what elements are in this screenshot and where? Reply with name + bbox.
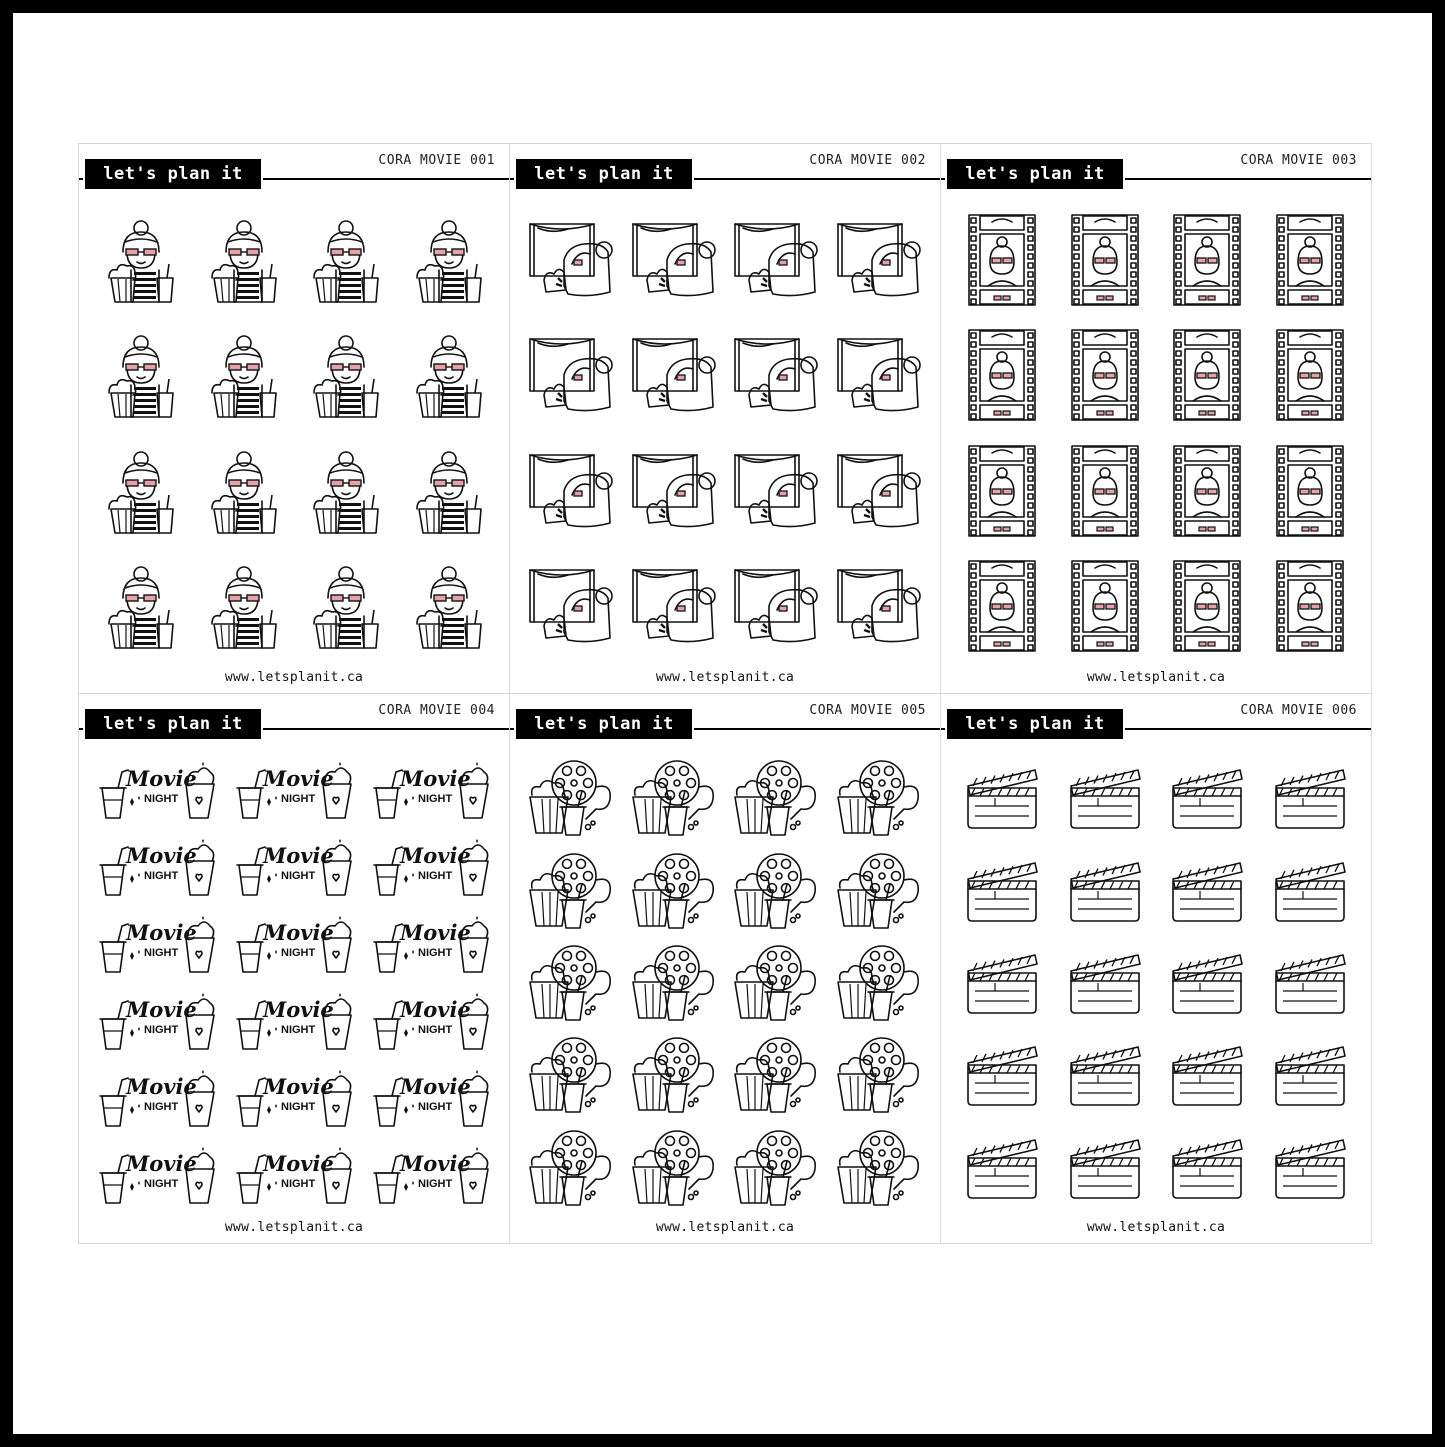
sticker-movie-text: Movie (126, 919, 198, 945)
website-url: www.letsplanit.ca (224, 670, 364, 685)
movie-night-script-icon (89, 1137, 226, 1214)
girl-theater-seat-screen-icon (520, 549, 623, 665)
clapperboard-icon (1156, 937, 1259, 1029)
clapperboard-icon (951, 752, 1054, 844)
film-strip-girl-icon (1054, 318, 1157, 434)
film-reel-popcorn-drink-icon (828, 844, 931, 936)
sticker-movie-text: Movie (126, 842, 198, 868)
sticker-grid (520, 752, 930, 1214)
girl-3d-glasses-popcorn-icon (192, 318, 295, 434)
sticker-movie-text: Movie (262, 1073, 334, 1099)
movie-night-script-icon (362, 752, 499, 829)
movie-night-script-icon (362, 829, 499, 906)
clapperboard-icon (1156, 844, 1259, 936)
film-strip-girl-icon (1156, 202, 1259, 318)
girl-3d-glasses-popcorn-icon (397, 202, 500, 318)
sheet-code: CORA MOVIE 001 (378, 153, 495, 168)
sticker-sheet-6 (940, 693, 1372, 1244)
movie-night-script-icon (362, 983, 499, 1060)
girl-theater-seat-screen-icon (623, 202, 726, 318)
sticker-night-text: NIGHT (144, 1177, 179, 1190)
sticker-movie-text: Movie (126, 765, 198, 791)
sticker-movie-text: Movie (399, 842, 471, 868)
clapperboard-icon (1156, 1029, 1259, 1121)
film-reel-popcorn-drink-icon (725, 752, 828, 844)
girl-theater-seat-screen-icon (623, 318, 726, 434)
sticker-sheet-1 (78, 143, 510, 694)
website-url: www.letsplanit.ca (1086, 670, 1226, 685)
sticker-night-text: NIGHT (144, 869, 179, 882)
film-strip-girl-icon (1054, 549, 1157, 665)
movie-night-script-icon (89, 752, 226, 829)
clapperboard-icon (1156, 752, 1259, 844)
movie-night-script-icon (362, 1060, 499, 1137)
sticker-night-text: NIGHT (417, 792, 452, 805)
film-reel-popcorn-drink-icon (520, 1029, 623, 1121)
sheet-code: CORA MOVIE 005 (809, 703, 926, 718)
clapperboard-icon (1259, 752, 1362, 844)
film-reel-popcorn-drink-icon (623, 844, 726, 936)
movie-night-script-icon (226, 1137, 363, 1214)
sticker-night-text: NIGHT (144, 792, 179, 805)
image-frame (13, 13, 1432, 1434)
film-strip-girl-icon (1156, 549, 1259, 665)
movie-night-script-icon (89, 829, 226, 906)
girl-3d-glasses-popcorn-icon (397, 433, 500, 549)
brand-label: let's plan it (514, 157, 694, 191)
film-reel-popcorn-drink-icon (520, 1122, 623, 1214)
film-reel-popcorn-drink-icon (828, 1029, 931, 1121)
sticker-movie-text: Movie (126, 1073, 198, 1099)
movie-night-script-icon (89, 906, 226, 983)
sticker-grid (951, 752, 1361, 1214)
movie-night-script-icon (226, 1060, 363, 1137)
clapperboard-icon (1054, 1122, 1157, 1214)
brand-label: let's plan it (83, 707, 263, 741)
clapperboard-icon (1054, 844, 1157, 936)
brand-label: let's plan it (514, 707, 694, 741)
sticker-movie-text: Movie (399, 1150, 471, 1176)
sticker-movie-text: Movie (399, 919, 471, 945)
sticker-movie-text: Movie (399, 765, 471, 791)
sticker-grid (951, 202, 1361, 664)
film-reel-popcorn-drink-icon (623, 1122, 726, 1214)
film-strip-girl-icon (1156, 318, 1259, 434)
website-url: www.letsplanit.ca (1086, 1220, 1226, 1235)
sticker-night-text: NIGHT (280, 792, 316, 805)
sticker-night-text: NIGHT (280, 1100, 316, 1113)
sticker-movie-text: Movie (126, 1150, 198, 1176)
film-reel-popcorn-drink-icon (520, 937, 623, 1029)
girl-3d-glasses-popcorn-icon (89, 549, 192, 665)
sheet-code: CORA MOVIE 004 (378, 703, 495, 718)
clapperboard-icon (1054, 937, 1157, 1029)
sticker-night-text: NIGHT (417, 1100, 452, 1113)
girl-theater-seat-screen-icon (520, 318, 623, 434)
sticker-night-text: NIGHT (280, 869, 316, 882)
sticker-movie-text: Movie (262, 996, 334, 1022)
website-url: www.letsplanit.ca (655, 670, 795, 685)
girl-3d-glasses-popcorn-icon (192, 202, 295, 318)
film-strip-girl-icon (1259, 318, 1362, 434)
film-strip-girl-icon (1054, 433, 1157, 549)
girl-theater-seat-screen-icon (725, 318, 828, 434)
movie-night-script-icon (226, 829, 363, 906)
movie-night-script-icon (226, 752, 363, 829)
film-strip-girl-icon (1054, 202, 1157, 318)
brand-label: let's plan it (83, 157, 263, 191)
sticker-sheet-2 (509, 143, 941, 694)
sticker-sheet-5 (509, 693, 941, 1244)
girl-theater-seat-screen-icon (725, 202, 828, 318)
film-strip-girl-icon (1259, 549, 1362, 665)
girl-theater-seat-screen-icon (828, 318, 931, 434)
film-reel-popcorn-drink-icon (520, 844, 623, 936)
sheet-code: CORA MOVIE 002 (809, 153, 926, 168)
sticker-grid (89, 752, 499, 1214)
sticker-movie-text: Movie (399, 1073, 471, 1099)
film-strip-girl-icon (951, 433, 1054, 549)
film-reel-popcorn-drink-icon (725, 937, 828, 1029)
sticker-sheet-grid (78, 143, 1373, 1245)
sheet-code: CORA MOVIE 006 (1240, 703, 1357, 718)
girl-3d-glasses-popcorn-icon (192, 433, 295, 549)
sticker-night-text: NIGHT (417, 946, 452, 959)
film-strip-girl-icon (951, 549, 1054, 665)
film-reel-popcorn-drink-icon (623, 1029, 726, 1121)
sticker-sheet-3 (940, 143, 1372, 694)
clapperboard-icon (1259, 1029, 1362, 1121)
movie-night-script-icon (226, 906, 363, 983)
clapperboard-icon (951, 937, 1054, 1029)
girl-theater-seat-screen-icon (623, 549, 726, 665)
film-reel-popcorn-drink-icon (725, 1029, 828, 1121)
girl-3d-glasses-popcorn-icon (89, 433, 192, 549)
girl-theater-seat-screen-icon (828, 549, 931, 665)
girl-3d-glasses-popcorn-icon (397, 549, 500, 665)
website-url: www.letsplanit.ca (655, 1220, 795, 1235)
clapperboard-icon (1054, 752, 1157, 844)
film-strip-girl-icon (951, 202, 1054, 318)
film-reel-popcorn-drink-icon (828, 752, 931, 844)
girl-3d-glasses-popcorn-icon (294, 549, 397, 665)
girl-theater-seat-screen-icon (623, 433, 726, 549)
girl-3d-glasses-popcorn-icon (294, 318, 397, 434)
film-strip-girl-icon (1156, 433, 1259, 549)
film-reel-popcorn-drink-icon (828, 937, 931, 1029)
sticker-grid (520, 202, 930, 664)
film-reel-popcorn-drink-icon (520, 752, 623, 844)
clapperboard-icon (1259, 1122, 1362, 1214)
brand-label: let's plan it (945, 707, 1125, 741)
sticker-movie-text: Movie (262, 919, 334, 945)
clapperboard-icon (951, 844, 1054, 936)
film-reel-popcorn-drink-icon (623, 752, 726, 844)
film-reel-popcorn-drink-icon (725, 1122, 828, 1214)
clapperboard-icon (951, 1122, 1054, 1214)
movie-night-script-icon (89, 1060, 226, 1137)
girl-theater-seat-screen-icon (725, 433, 828, 549)
girl-theater-seat-screen-icon (520, 433, 623, 549)
sticker-night-text: NIGHT (280, 1177, 316, 1190)
sticker-night-text: NIGHT (417, 1023, 452, 1036)
sticker-grid (89, 202, 499, 664)
sticker-night-text: NIGHT (417, 869, 452, 882)
brand-label: let's plan it (945, 157, 1125, 191)
sticker-night-text: NIGHT (280, 1023, 316, 1036)
sticker-night-text: NIGHT (144, 1100, 179, 1113)
movie-night-script-icon (362, 1137, 499, 1214)
girl-3d-glasses-popcorn-icon (294, 433, 397, 549)
film-reel-popcorn-drink-icon (623, 937, 726, 1029)
sticker-night-text: NIGHT (144, 1023, 179, 1036)
sticker-movie-text: Movie (126, 996, 198, 1022)
girl-theater-seat-screen-icon (725, 549, 828, 665)
girl-theater-seat-screen-icon (520, 202, 623, 318)
girl-3d-glasses-popcorn-icon (294, 202, 397, 318)
clapperboard-icon (1259, 937, 1362, 1029)
sticker-sheet-4 (78, 693, 510, 1244)
sticker-movie-text: Movie (262, 842, 334, 868)
girl-3d-glasses-popcorn-icon (89, 318, 192, 434)
clapperboard-icon (1156, 1122, 1259, 1214)
sticker-movie-text: Movie (262, 765, 334, 791)
film-strip-girl-icon (1259, 202, 1362, 318)
girl-theater-seat-screen-icon (828, 202, 931, 318)
website-url: www.letsplanit.ca (224, 1220, 364, 1235)
clapperboard-icon (1054, 1029, 1157, 1121)
girl-3d-glasses-popcorn-icon (192, 549, 295, 665)
sticker-movie-text: Movie (262, 1150, 334, 1176)
film-reel-popcorn-drink-icon (725, 844, 828, 936)
sticker-movie-text: Movie (399, 996, 471, 1022)
girl-3d-glasses-popcorn-icon (397, 318, 500, 434)
movie-night-script-icon (226, 983, 363, 1060)
sticker-night-text: NIGHT (280, 946, 316, 959)
film-strip-girl-icon (1259, 433, 1362, 549)
film-reel-popcorn-drink-icon (828, 1122, 931, 1214)
movie-night-script-icon (89, 983, 226, 1060)
girl-3d-glasses-popcorn-icon (89, 202, 192, 318)
film-strip-girl-icon (951, 318, 1054, 434)
sticker-night-text: NIGHT (417, 1177, 452, 1190)
clapperboard-icon (951, 1029, 1054, 1121)
girl-theater-seat-screen-icon (828, 433, 931, 549)
clapperboard-icon (1259, 844, 1362, 936)
sticker-night-text: NIGHT (144, 946, 179, 959)
movie-night-script-icon (362, 906, 499, 983)
sheet-code: CORA MOVIE 003 (1240, 153, 1357, 168)
